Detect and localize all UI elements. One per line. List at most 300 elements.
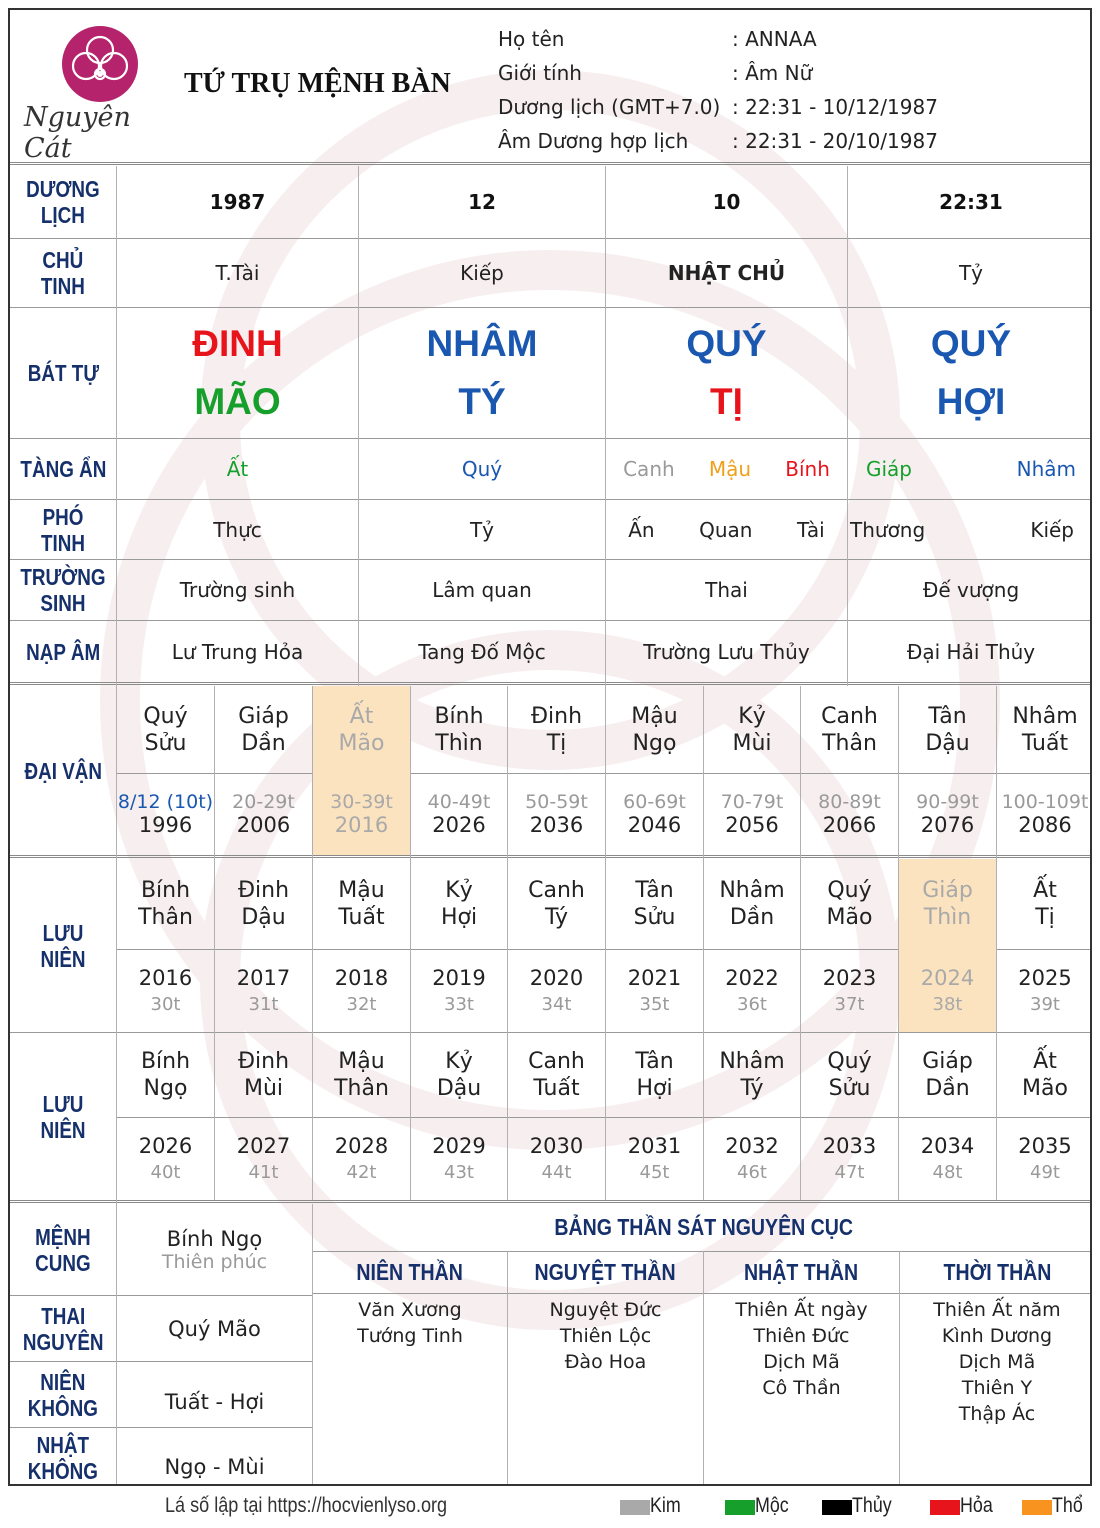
age-text: 32t (346, 994, 377, 1015)
pillar-can: QUÝ (686, 323, 767, 364)
dai-van-column (899, 686, 996, 855)
year-text: 1996 (138, 813, 193, 837)
year-text: 2056 (725, 813, 779, 837)
chi-text: Tuất (1021, 730, 1069, 756)
year-text: 2022 (725, 966, 779, 990)
than-sat-item: Thiên Ất năm (933, 1299, 1061, 1321)
year-text: 2036 (529, 813, 584, 837)
chi-text: Tị (1035, 905, 1055, 930)
year-text: 2030 (529, 1134, 584, 1158)
luu-nien-1-column (313, 859, 410, 1032)
dai-van-column (313, 686, 410, 855)
chi-text: Hợi (636, 1076, 673, 1101)
year-text: 2034 (920, 1134, 975, 1158)
year-age (411, 1117, 507, 1200)
can-chi (801, 686, 898, 773)
label-pho-tinh: PHÓ TINH (40, 503, 85, 556)
luu-nien-1-column (704, 859, 800, 1032)
legend-kim-swatch (620, 1500, 650, 1515)
pillar-chu-tinh: Kiếp (460, 261, 504, 285)
info-lunar-label: Âm Dương hợp lịch (498, 129, 689, 153)
can-chi (411, 859, 507, 949)
year-age (117, 949, 214, 1032)
pillar-nap-am: Trường Lưu Thủy (643, 639, 810, 664)
year-age (411, 949, 507, 1032)
can-chi (215, 686, 312, 773)
pillar-date: 10 (712, 190, 741, 214)
year-text: 2046 (627, 813, 682, 837)
menh-cung-value (117, 1204, 312, 1295)
year-text: 2032 (725, 1134, 779, 1158)
year-text: 2016 (334, 813, 389, 837)
year-age (411, 773, 507, 855)
label-nhat-khong: NHẬT KHÔNG (27, 1432, 99, 1484)
luu-nien-2-column (606, 1033, 703, 1200)
dai-van-column (997, 686, 1092, 855)
info-lunar-value: : 22:31 - 20/10/1987 (732, 129, 938, 153)
year-age (117, 773, 214, 855)
year-age (215, 1117, 312, 1200)
year-text: 2031 (627, 1134, 682, 1158)
age-text: 49t (1030, 1162, 1060, 1183)
can-text: Kỷ (445, 1049, 473, 1074)
year-age (313, 773, 410, 855)
label-luu-nien-1: LƯU NIÊN (40, 919, 86, 972)
age-text: 43t (444, 1162, 474, 1183)
label-thai-nguyen: THAI NGUYÊN (22, 1302, 104, 1355)
dai-van-column (508, 686, 605, 855)
can-chi (704, 1033, 800, 1117)
chi-text: Thìn (923, 905, 972, 930)
age-text: 80-89t (818, 791, 881, 813)
year-text: 2017 (236, 966, 291, 990)
legend-thuy-swatch (822, 1500, 852, 1515)
legend-hoa-swatch (930, 1500, 960, 1515)
dai-van-column (117, 686, 214, 855)
pillar-chi: TỊ (710, 381, 743, 422)
luu-nien-1-column (411, 859, 507, 1032)
chi-text: Hợi (440, 905, 478, 930)
pillar-tang-an (359, 439, 605, 499)
year-age (606, 773, 703, 855)
luu-nien-2-column (997, 1033, 1092, 1200)
can-text: Canh (528, 878, 585, 903)
year-text: 2025 (1018, 966, 1072, 990)
than-sat-title: BẢNG THẦN SÁT NGUYÊN CỤC (554, 1214, 853, 1240)
than-sat-item: Đào Hoa (564, 1351, 647, 1373)
age-text: 100-109t (1001, 791, 1089, 813)
chi-text: Sửu (144, 730, 187, 756)
pillar-bat-tu (117, 308, 358, 438)
tang-an-item: Canh (623, 457, 675, 481)
can-chi (606, 1033, 703, 1117)
label-nap-am: NẠP ÂM (25, 638, 101, 665)
age-text: 30t (150, 994, 181, 1015)
year-age (215, 949, 312, 1032)
tang-an-item: Quý (461, 457, 503, 481)
can-text: Quý (827, 1049, 872, 1074)
chi-text: Thân (334, 1076, 389, 1101)
legend-moc-label: Mộc (755, 1494, 789, 1517)
chi-text: Mão (1022, 1076, 1068, 1101)
tang-an-item: Ất (226, 457, 249, 481)
pillar-bat-tu (359, 308, 605, 438)
year-text: 2028 (334, 1134, 389, 1158)
year-age (704, 949, 800, 1032)
can-chi (801, 859, 898, 949)
can-chi (997, 859, 1092, 949)
year-text: 2026 (138, 1134, 193, 1158)
chi-text: Mùi (732, 730, 772, 756)
year-text: 2016 (138, 966, 193, 990)
can-chi (704, 686, 800, 773)
age-text: 47t (834, 1162, 865, 1183)
can-text: Giáp (922, 878, 973, 903)
can-chi (899, 686, 996, 773)
pillar-tang-an (848, 439, 1092, 499)
can-chi (606, 686, 703, 773)
age-text: 34t (541, 994, 572, 1015)
tang-an-item: Nhâm (1016, 457, 1076, 481)
can-text: Quý (827, 878, 872, 903)
pillar-nap-am: Tang Đố Mộc (418, 639, 546, 664)
chi-text: Mão (826, 905, 873, 930)
age-text: 42t (346, 1162, 377, 1183)
year-age (606, 1117, 703, 1200)
info-solar-value: : 22:31 - 10/12/1987 (732, 95, 938, 119)
chart-title: TỨ TRỤ MỆNH BÀN (184, 68, 451, 99)
age-text: 90-99t (916, 791, 979, 813)
can-text: Canh (528, 1049, 585, 1074)
dai-van-column (704, 686, 800, 855)
can-chi (801, 1033, 898, 1117)
can-chi (899, 859, 996, 949)
chi-text: Thìn (435, 730, 483, 756)
dai-van-column (411, 686, 507, 855)
year-age (508, 949, 605, 1032)
info-gender-label: Giới tính (498, 61, 582, 85)
luu-nien-2-column (704, 1033, 800, 1200)
pillar-bat-tu (606, 308, 847, 438)
than-sat-head-nhat: NHẬT THẦN (744, 1259, 859, 1285)
dai-van-column (215, 686, 312, 855)
label-tang-an: TÀNG ẨN (20, 456, 106, 482)
can-text: Đinh (237, 1049, 290, 1074)
luu-nien-1-column (508, 859, 605, 1032)
than-sat-item: Dịch Mã (763, 1351, 840, 1373)
year-text: 2033 (822, 1134, 877, 1158)
year-text: 2023 (822, 966, 877, 990)
year-text: 2076 (920, 813, 975, 837)
age-text: 40t (150, 1162, 181, 1183)
age-text: 50-59t (525, 791, 588, 813)
year-age (899, 1117, 996, 1200)
age-text: 41t (248, 1162, 279, 1183)
legend-hoa-label: Hỏa (960, 1494, 993, 1517)
can-chi (508, 686, 605, 773)
can-text: Giáp (238, 703, 289, 729)
thai-nguyen-value: Quý Mão (168, 1316, 261, 1341)
than-sat-head-nien: NIÊN THẦN (356, 1259, 464, 1285)
than-sat-list-nguyet (508, 1297, 703, 1375)
chi-text: Sửu (828, 1076, 871, 1101)
can-chi (899, 1033, 996, 1117)
luu-nien-2-column (117, 1033, 214, 1200)
than-sat-list-thoi (900, 1297, 1092, 1427)
year-text: 2086 (1018, 813, 1072, 837)
pillar-tang-an (117, 439, 358, 499)
can-chi (215, 859, 312, 949)
label-nien-khong: NIÊN KHÔNG (27, 1368, 99, 1421)
menh-cung-sub: Thiên phúc (161, 1250, 268, 1273)
can-chi (411, 686, 507, 773)
year-age (606, 949, 703, 1032)
chi-text: Thân (822, 730, 877, 756)
year-text: 2035 (1018, 1134, 1072, 1158)
can-text: Mậu (338, 878, 385, 903)
chi-text: Mão (338, 730, 385, 756)
pillar-chi: HỢI (936, 381, 1006, 422)
can-chi (704, 859, 800, 949)
pho-tinh-item: Quan (699, 517, 753, 542)
year-age (997, 773, 1092, 855)
legend-kim-label: Kim (650, 1494, 681, 1517)
label-truong-sinh: TRƯỜNG SINH (20, 564, 106, 616)
than-sat-item: Thiên Y (961, 1377, 1033, 1399)
legend-tho-label: Thổ (1052, 1494, 1083, 1517)
can-chi (411, 1033, 507, 1117)
can-chi (313, 1033, 410, 1117)
logo-flower-icon (60, 24, 140, 104)
pillar-pho-tinh (848, 500, 1092, 559)
can-text: Kỷ (445, 878, 473, 903)
tang-an-item: Bính (785, 457, 830, 481)
nien-khong-value: Tuất - Hợi (164, 1389, 265, 1414)
can-chi (313, 686, 410, 773)
footer (0, 1490, 1100, 1524)
pillar-bat-tu (848, 308, 1092, 438)
chi-text: Dậu (241, 905, 286, 930)
can-text: Mậu (631, 703, 678, 729)
year-text: 2027 (236, 1134, 291, 1158)
label-bat-tu: BÁT TỰ (27, 360, 99, 386)
pho-tinh-item: Thương (850, 517, 926, 542)
year-text: 2024 (920, 966, 975, 990)
logo (60, 24, 140, 104)
chi-text: Dần (925, 1076, 970, 1101)
luu-nien-2-column (215, 1033, 312, 1200)
than-sat-item: Tướng Tinh (357, 1325, 463, 1347)
dai-van-column (606, 686, 703, 855)
than-sat-list-nhat (704, 1297, 899, 1401)
chi-text: Mùi (243, 1076, 284, 1101)
chi-text: Dần (729, 905, 775, 930)
age-text: 70-79t (720, 791, 784, 813)
label-dai-van: ĐẠI VẬN (24, 757, 102, 784)
logo-text: Nguyên Cát (24, 102, 131, 164)
pillar-pho-tinh (606, 500, 847, 559)
age-text: 20-29t (232, 791, 295, 813)
legend-thuy-label: Thủy (852, 1494, 892, 1517)
than-sat-list-nien (313, 1297, 507, 1349)
than-sat-item: Thập Ác (958, 1403, 1036, 1425)
than-sat-item: Văn Xương (358, 1299, 462, 1321)
age-text: 45t (639, 1162, 670, 1183)
info-solar-label: Dương lịch (GMT+7.0) (498, 95, 721, 119)
luu-nien-2-column (411, 1033, 507, 1200)
label-chu-tinh: CHỦ TINH (40, 247, 85, 299)
year-age (215, 773, 312, 855)
pillar-truong-sinh: Lâm quan (432, 578, 532, 602)
luu-nien-1-column (997, 859, 1092, 1032)
year-text: 2066 (822, 813, 877, 837)
can-text: Đinh (530, 703, 583, 729)
can-text: Đinh (237, 878, 290, 903)
can-text: Ất (1033, 878, 1057, 903)
chart-sheet (8, 8, 1092, 1486)
pillar-chu-tinh: NHẬT CHỦ (667, 261, 786, 285)
can-text: Kỷ (738, 703, 766, 729)
than-sat-item: Thiên Đức (753, 1325, 850, 1347)
age-text: 48t (932, 1162, 963, 1183)
chi-text: Thân (138, 905, 193, 930)
pillar-can: ĐINH (192, 323, 283, 364)
pillar-chi: TÝ (458, 381, 506, 422)
than-sat-head-thoi: THỜI THẦN (943, 1259, 1051, 1285)
can-chi (117, 686, 214, 773)
can-text: Canh (821, 703, 878, 729)
year-age (801, 949, 898, 1032)
year-age (313, 1117, 410, 1200)
age-text: 46t (737, 1162, 767, 1183)
year-age (508, 1117, 605, 1200)
year-text: 2006 (236, 813, 291, 837)
pillar-date: 1987 (209, 190, 266, 214)
year-age (899, 949, 996, 1032)
chi-text: Tị (546, 730, 567, 756)
menh-cung-name: Bính Ngọ (166, 1226, 263, 1251)
pillar-pho-tinh: Thực (213, 517, 262, 542)
age-text: 31t (248, 994, 279, 1015)
than-sat-item: Kình Dương (941, 1325, 1053, 1347)
pillar-date: 22:31 (939, 190, 1003, 214)
can-text: Giáp (922, 1049, 973, 1074)
pillar-chu-tinh: T.Tài (215, 261, 260, 285)
luu-nien-1-column (899, 859, 996, 1032)
chi-text: Sửu (633, 905, 676, 930)
year-age (801, 773, 898, 855)
year-text: 2019 (432, 966, 486, 990)
than-sat-item: Dịch Mã (958, 1351, 1036, 1373)
year-age (997, 949, 1092, 1032)
chi-text: Tuất (533, 1076, 580, 1101)
pillar-tang-an (606, 439, 847, 499)
chi-text: Dậu (436, 1076, 482, 1101)
age-text: 44t (541, 1162, 572, 1183)
luu-nien-2-column (899, 1033, 996, 1200)
can-chi (117, 1033, 214, 1117)
chi-text: Dần (241, 730, 286, 756)
luu-nien-1-column (117, 859, 214, 1032)
info-name-label: Họ tên (498, 27, 565, 51)
than-sat-item: Nguyệt Đức (549, 1299, 662, 1321)
pho-tinh-item: Ấn (628, 517, 655, 542)
year-age (117, 1117, 214, 1200)
pillar-date: 12 (468, 190, 496, 214)
pillar-truong-sinh: Thai (705, 578, 748, 602)
than-sat-item: Cô Thần (762, 1377, 841, 1399)
can-chi (606, 859, 703, 949)
can-chi (313, 859, 410, 949)
can-text: Tân (635, 878, 674, 903)
chi-text: Tuất (338, 905, 385, 930)
can-text: Ất (349, 703, 374, 729)
year-age (313, 949, 410, 1032)
year-age (704, 773, 800, 855)
legend-tho-swatch (1022, 1500, 1052, 1515)
can-text: Nhâm (719, 878, 785, 903)
year-text: 2026 (432, 813, 486, 837)
legend-moc-swatch (725, 1500, 755, 1515)
year-age (801, 1117, 898, 1200)
age-text: 36t (737, 994, 767, 1015)
year-text: 2029 (432, 1134, 486, 1158)
luu-nien-2-column (801, 1033, 898, 1200)
pillar-pho-tinh: Tỷ (469, 517, 495, 542)
age-text: 40-49t (427, 791, 491, 813)
pho-tinh-item: Kiếp (1030, 517, 1074, 542)
tang-an-item: Giáp (866, 457, 913, 481)
label-menh-cung: MỆNH CUNG (35, 1223, 91, 1276)
age-text: 33t (444, 994, 474, 1015)
can-text: Tân (635, 1049, 674, 1074)
can-text: Bính (140, 878, 191, 903)
label-luu-nien-2: LƯU NIÊN (40, 1090, 86, 1143)
year-text: 2018 (334, 966, 389, 990)
nhat-khong-value: Ngọ - Mùi (164, 1455, 265, 1479)
source-link[interactable]: Lá số lập tại https://hocvienlyso.org (165, 1494, 448, 1517)
age-text: 8/12 (10t) (117, 791, 214, 813)
pillar-chu-tinh: Tỷ (958, 261, 984, 285)
info-gender-value: : Âm Nữ (732, 61, 813, 85)
can-text: Mậu (338, 1049, 385, 1074)
info-name-value: : ANNAA (732, 27, 817, 51)
age-text: 37t (834, 994, 865, 1015)
chi-text: Tý (544, 905, 569, 930)
luu-nien-1-column (606, 859, 703, 1032)
pillar-can: NHÂM (426, 323, 538, 364)
can-text: Bính (434, 703, 484, 729)
age-text: 39t (1030, 994, 1060, 1015)
luu-nien-2-column (508, 1033, 605, 1200)
year-text: 2021 (627, 966, 682, 990)
label-duong-lich: DƯƠNG LỊCH (26, 176, 100, 228)
chi-text: Dậu (925, 730, 970, 756)
than-sat-item: Thiên Lộc (559, 1325, 652, 1347)
year-age (704, 1117, 800, 1200)
can-text: Quý (143, 703, 188, 729)
pillar-nap-am: Lư Trung Hỏa (171, 639, 304, 664)
luu-nien-2-column (313, 1033, 410, 1200)
dai-van-column (801, 686, 898, 855)
chi-text: Ngọ (632, 730, 677, 756)
can-chi (117, 859, 214, 949)
pillar-truong-sinh: Trường sinh (179, 578, 296, 602)
than-sat-head-nguyet: NGUYỆT THẦN (534, 1259, 677, 1285)
can-text: Nhâm (719, 1049, 785, 1074)
age-text: 60-69t (623, 791, 686, 813)
age-text: 38t (932, 994, 963, 1015)
